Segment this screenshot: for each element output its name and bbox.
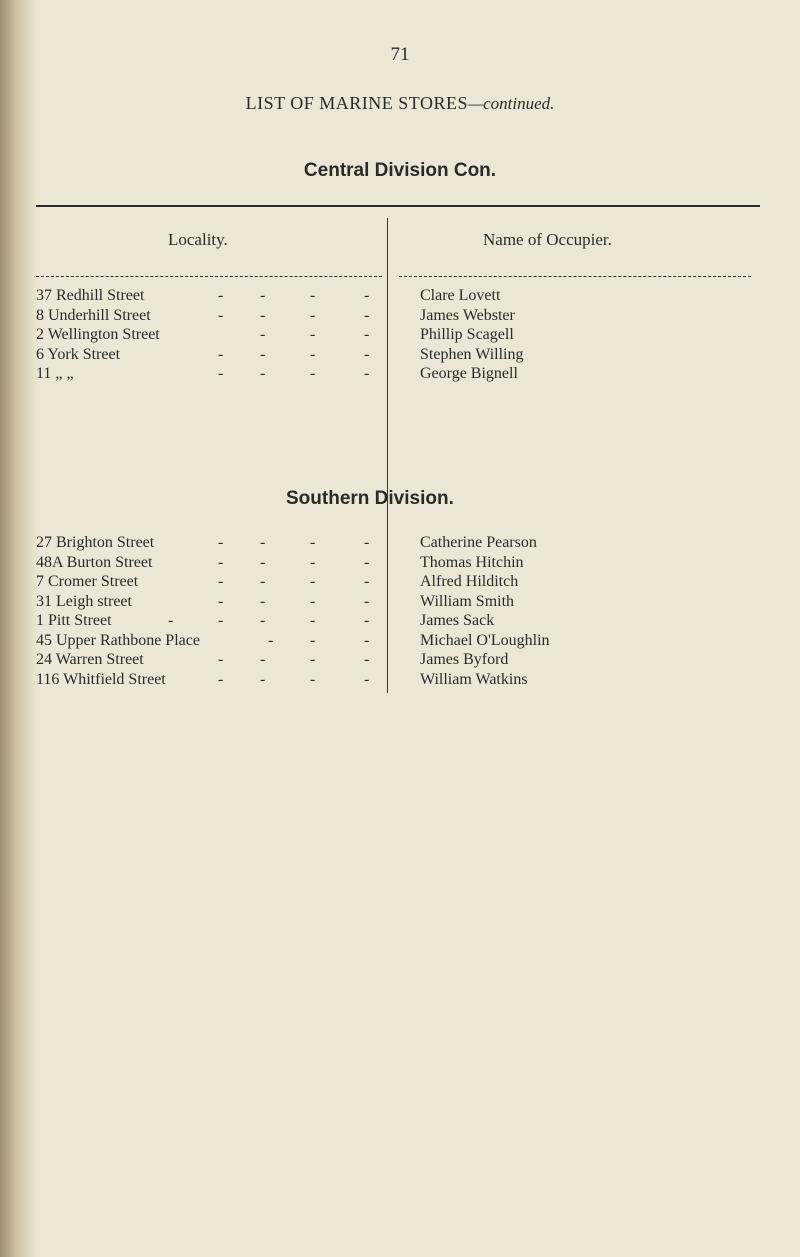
leader-dash: - <box>260 670 266 688</box>
leader-dash: - <box>218 592 224 610</box>
leader-dash: - <box>260 306 266 324</box>
leader-dash: - <box>218 573 224 590</box>
leader-dash: - <box>310 345 316 363</box>
leader-dash: - <box>260 345 266 363</box>
locality-cell: 7 Cromer Street <box>36 573 139 590</box>
locality-cell: 24 Warren Street <box>36 651 144 668</box>
page-number: 71 <box>390 44 410 65</box>
locality-cell: 1 Pitt Street <box>36 612 112 629</box>
leader-dash: - <box>168 612 174 629</box>
leader-dash: - <box>218 553 224 571</box>
leader-dash: - <box>218 365 224 382</box>
occupier-column-header: Name of Occupier. <box>483 230 612 249</box>
page-title-main: LIST OF MARINE STORES <box>245 93 468 113</box>
occupier-cell: Alfred Hilditch <box>420 573 519 590</box>
leader-dash: - <box>310 326 316 343</box>
leader-dash: - <box>310 287 316 304</box>
page-title-suffix: —continued. <box>467 94 555 113</box>
leader-dash: - <box>310 592 316 610</box>
leader-dash: - <box>364 345 370 363</box>
leader-dash: - <box>260 326 266 343</box>
locality-cell: 31 Leigh street <box>36 592 132 610</box>
leader-dash: - <box>364 612 370 629</box>
table-row <box>0 554 800 575</box>
leader-dash: - <box>310 365 316 382</box>
occupier-cell: Stephen Willing <box>420 345 524 363</box>
table-row <box>0 365 800 386</box>
leader-dash: - <box>364 534 370 551</box>
occupier-cell: Michael O'Loughlin <box>420 631 550 649</box>
table-row <box>0 651 800 672</box>
leader-dash: - <box>364 326 370 343</box>
leader-dash: - <box>260 573 266 590</box>
locality-cell: 48A Burton Street <box>36 553 153 571</box>
leader-dash: - <box>218 612 224 629</box>
table-row <box>0 534 800 555</box>
leader-dash: - <box>310 651 316 668</box>
page-title <box>0 93 800 114</box>
leader-dash: - <box>364 670 370 688</box>
leader-dash: - <box>364 287 370 304</box>
leader-dash: - <box>364 573 370 590</box>
leader-dash: - <box>310 306 316 324</box>
leader-dash: - <box>310 534 316 551</box>
table-row <box>0 593 800 614</box>
leader-dash: - <box>310 631 316 649</box>
occupier-cell: Clare Lovett <box>420 287 501 304</box>
locality-cell: 8 Underhill Street <box>36 306 151 324</box>
leader-dash: - <box>310 612 316 629</box>
table-row <box>0 671 800 692</box>
table-row <box>0 326 800 347</box>
occupier-cell: James Byford <box>420 651 509 668</box>
locality-cell: 45 Upper Rathbone Place <box>36 631 200 649</box>
leader-dash: - <box>218 534 224 551</box>
occupier-cell: Thomas Hitchin <box>420 553 524 571</box>
leader-dash: - <box>364 592 370 610</box>
occupier-cell: William Watkins <box>420 670 528 688</box>
leader-dash: - <box>218 306 224 324</box>
leader-dash: - <box>260 287 266 304</box>
leader-dash: - <box>310 670 316 688</box>
leader-dash: - <box>364 651 370 668</box>
central-division-title: Central Division Con. <box>303 160 497 181</box>
locality-column-header: Locality. <box>168 230 228 249</box>
leader-dash: - <box>310 573 316 590</box>
occupier-cell: George Bignell <box>420 365 518 382</box>
occupier-cell: James Webster <box>420 306 515 324</box>
leader-dash: - <box>218 651 224 668</box>
table-row <box>0 287 800 308</box>
locality-cell: 116 Whitfield Street <box>36 670 166 688</box>
table-row <box>0 632 800 653</box>
leader-dash: - <box>268 631 274 649</box>
leader-dash: - <box>260 612 266 629</box>
locality-cell: 2 Wellington Street <box>36 326 160 343</box>
leader-dash: - <box>364 306 370 324</box>
leader-dash: - <box>218 670 224 688</box>
locality-cell: 37 Redhill Street <box>36 287 145 304</box>
leader-dash: - <box>364 365 370 382</box>
table-row <box>0 573 800 594</box>
leader-dash: - <box>260 553 266 571</box>
table-top-rule <box>36 205 760 207</box>
table-row <box>0 346 800 367</box>
occupier-cell: Phillip Scagell <box>420 326 514 343</box>
leader-dash: - <box>260 592 266 610</box>
locality-cell: 6 York Street <box>36 345 121 363</box>
leader-dash: - <box>260 365 266 382</box>
leader-dash: - <box>364 553 370 571</box>
leader-dash: - <box>260 651 266 668</box>
occupier-cell: William Smith <box>420 592 515 610</box>
southern-division-title: Southern Division. <box>286 488 454 509</box>
occupier-cell: Catherine Pearson <box>420 534 537 551</box>
locality-cell: 11 „ „ <box>36 365 74 382</box>
header-rule-left <box>36 276 382 277</box>
locality-cell: 27 Brighton Street <box>36 534 155 551</box>
leader-dash: - <box>218 345 224 363</box>
table-row <box>0 612 800 633</box>
table-row <box>0 307 800 328</box>
leader-dash: - <box>260 534 266 551</box>
leader-dash: - <box>310 553 316 571</box>
occupier-cell: James Sack <box>420 612 495 629</box>
leader-dash: - <box>364 631 370 649</box>
header-rule-right <box>399 276 751 277</box>
leader-dash: - <box>218 287 224 304</box>
